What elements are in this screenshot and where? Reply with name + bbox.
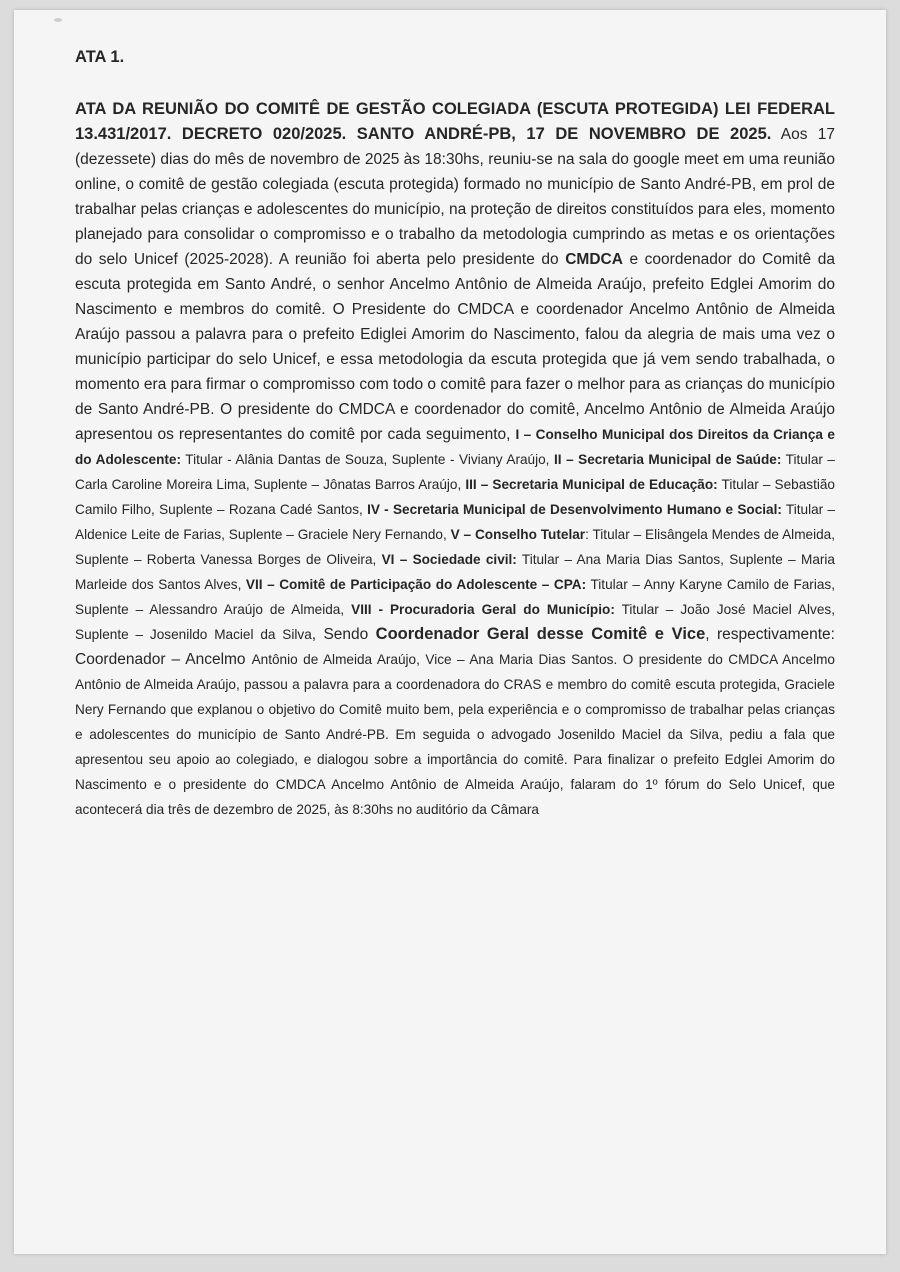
- closing-text: Antônio de Almeida Araújo, Vice – Ana Maria Dias Santos. O presidente do CMDCA Ancelmo Antônio de Almeida Araújo, passou a palavra para a coordenadora do CRAS e membro do comitê escuta protegida, Graciele Nery Fernando que explanou o objetivo do Comitê muito bem, pela experiência e o compromisso de trabalhar pelas crianças e adolescentes do município de Santo André-PB. Em seguida o advogado Josenildo Maciel da Silva, pediu a fala que apresentou seu apoio ao colegiado, e dialogou sobre a importância do comitê. Para finalizar o prefeito Edglei Amorim do Nascimento e o presidente do CMDCA Ancelmo Antônio de Almeida Araújo, falaram do 1º fórum do Selo Unicef, que acontecerá dia três de dezembro de 2025, às 8:30hs no auditório da Câmara: [75, 652, 835, 817]
- member-text: Titular - Alânia Dantas de Souza, Suplente - Viviany Araújo,: [181, 452, 554, 467]
- member-text: Titular – Ana Maria Dias Santos, Suplente – Maria Marleide dos Santos Alves,: [75, 552, 835, 592]
- member-list: [75, 427, 835, 642]
- member-heading: IV - Secretaria Municipal de Desenvolvimento Humano e Social:: [367, 502, 782, 517]
- scan-mark: [54, 18, 62, 22]
- document-page: [14, 10, 886, 1254]
- member-text: Titular – Anny Karyne Camilo de Farias, Suplente – Alessandro Araújo de Almeida,: [75, 577, 835, 617]
- coordinator-text: , respectivamente: Coordenador – Ancelmo: [75, 626, 835, 668]
- member-text: Titular – Sebastião Camilo Filho, Suplente – Rozana Cadé Santos,: [75, 477, 835, 517]
- document-heading: ATA 1.: [75, 48, 125, 66]
- member-heading: VI – Sociedade civil:: [381, 552, 517, 567]
- member-heading: V – Conselho Tutelar: [450, 527, 586, 542]
- member-text: Titular – Carla Caroline Moreira Lima, Suplente – Jônatas Barros Araújo,: [75, 452, 835, 492]
- coordinator-lead: , Sendo: [311, 626, 376, 643]
- intro-cmdca: CMDCA: [565, 251, 623, 268]
- intro-text-1: Aos 17 (dezessete) dias do mês de novembro de 2025 às 18:30hs, reuniu-se na sala do google meet em uma reunião online, o comitê de gestão colegiada (escuta protegida) formado no município de Santo André-PB, em prol de trabalhar pelas crianças e adolescentes do município, na proteção de direitos constituídos para eles, momento planejado para consolidar o compromisso e o trabalho da metodologia cumprindo as metas e os orientações do selo Unicef (2025-2028). A reunião foi aberta pelo presidente do: [75, 126, 835, 268]
- member-heading: VIII - Procuradoria Geral do Município:: [351, 602, 615, 617]
- member-heading: II – Secretaria Municipal de Saúde:: [553, 452, 782, 467]
- member-heading: I – Conselho Municipal dos Direitos da Criança e do Adolescente:: [75, 427, 835, 467]
- coordinator-heading: Coordenador Geral desse Comitê e Vice: [375, 625, 706, 643]
- main-paragraph: [75, 97, 835, 822]
- member-heading: VII – Comitê de Participação do Adolescente – CPA:: [245, 577, 587, 592]
- member-heading: III – Secretaria Municipal de Educação:: [465, 477, 718, 492]
- document-body: [75, 48, 835, 822]
- member-text: : Titular – Elisângela Mendes de Almeida, Suplente – Roberta Vanessa Borges de Oliveira,: [75, 527, 835, 567]
- intro-text-2: e coordenador do Comitê da escuta protegida em Santo André, o senhor Ancelmo Antônio de Almeida Araújo, prefeito Edglei Amorim do Nascimento e membros do comitê. O Presidente do CMDCA e coordenador Ancelmo Antônio de Almeida Araújo passou a palavra para o prefeito Ediglei Amorim do Nascimento, falou da alegria de mais uma vez o município participar do selo Unicef, e essa metodologia da escuta protegida que já vem sendo trabalhada, o momento era para firmar o compromisso com todo o comitê para fazer o melhor para as crianças do município de Santo André-PB. O presidente do CMDCA e coordenador do comitê, Ancelmo Antônio de Almeida Araújo apresentou os representantes do comitê por cada seguimento,: [75, 251, 835, 443]
- member-text: Titular – João José Maciel Alves, Suplente – Josenildo Maciel da Silva: [75, 602, 835, 642]
- member-text: Titular – Aldenice Leite de Farias, Suplente – Graciele Nery Fernando,: [75, 502, 836, 542]
- document-title: ATA DA REUNIÃO DO COMITÊ DE GESTÃO COLEGIADA (ESCUTA PROTEGIDA) LEI FEDERAL 13.431/2017. DECRETO 020/2025. SANTO ANDRÉ-PB, 17 DE NOVEMBRO DE 2025.: [75, 100, 835, 143]
